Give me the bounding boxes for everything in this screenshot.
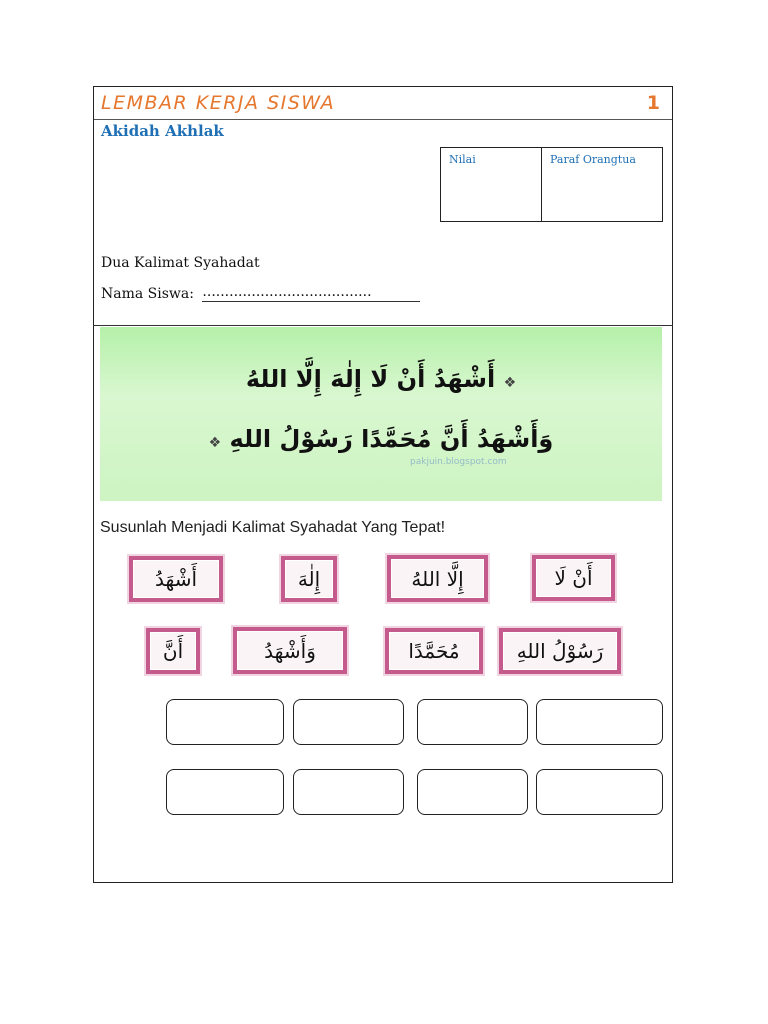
word-card[interactable]: إِلٰهَ <box>281 556 337 602</box>
student-name-line <box>101 284 420 302</box>
parent-signature-label: Paraf Orangtua <box>550 153 636 166</box>
word-card[interactable]: رَسُوْلُ اللهِ <box>499 628 621 674</box>
answer-box[interactable] <box>417 699 528 745</box>
parent-signature-cell[interactable] <box>542 148 662 221</box>
student-name-label: Nama Siswa: <box>101 286 194 302</box>
worksheet-number: 1 <box>646 92 660 114</box>
word-card[interactable]: إِلَّا اللهُ <box>387 555 488 602</box>
answer-box[interactable] <box>417 769 528 815</box>
word-card[interactable]: أَنْ لَا <box>532 555 615 601</box>
score-table <box>440 147 663 222</box>
word-card[interactable]: وَأَشْهَدُ <box>233 627 347 674</box>
topic-title: Dua Kalimat Syahadat <box>101 255 260 271</box>
answer-box[interactable] <box>536 699 663 745</box>
answer-box[interactable] <box>536 769 663 815</box>
section-divider <box>93 325 673 326</box>
word-card[interactable]: أَنَّ <box>146 628 200 674</box>
syahadat-line-1-text: أَشْهَدُ أَنْ لَا إِلٰهَ إِلَّا اللهُ <box>245 365 496 393</box>
watermark: pakjuin.blogspot.com <box>410 457 507 467</box>
syahadat-line-2-text: وَأَشْهَدُ أَنَّ مُحَمَّدًا رَسُوْلُ اللهِ <box>229 425 554 453</box>
ornament-icon: ❖ <box>208 435 222 451</box>
instruction-text: Susunlah Menjadi Kalimat Syahadat Yang Tepat! <box>100 519 446 536</box>
answer-box[interactable] <box>293 769 404 815</box>
syahadat-line-1 <box>100 365 662 393</box>
answer-box[interactable] <box>166 769 284 815</box>
header-row <box>94 87 672 120</box>
answer-box[interactable] <box>293 699 404 745</box>
subject-title: Akidah Akhlak <box>101 122 224 140</box>
syahadat-line-2 <box>100 425 662 453</box>
score-cell[interactable] <box>441 148 542 221</box>
word-card[interactable]: مُحَمَّدًا <box>385 628 483 674</box>
student-name-field[interactable]: ...................................... <box>202 284 420 302</box>
ornament-icon: ❖ <box>503 375 517 391</box>
word-card[interactable]: أَشْهَدُ <box>129 556 223 602</box>
worksheet <box>93 86 673 883</box>
score-label: Nilai <box>449 153 476 166</box>
syahadat-banner <box>100 327 662 501</box>
answer-box[interactable] <box>166 699 284 745</box>
worksheet-title: LEMBAR KERJA SISWA <box>101 92 336 114</box>
